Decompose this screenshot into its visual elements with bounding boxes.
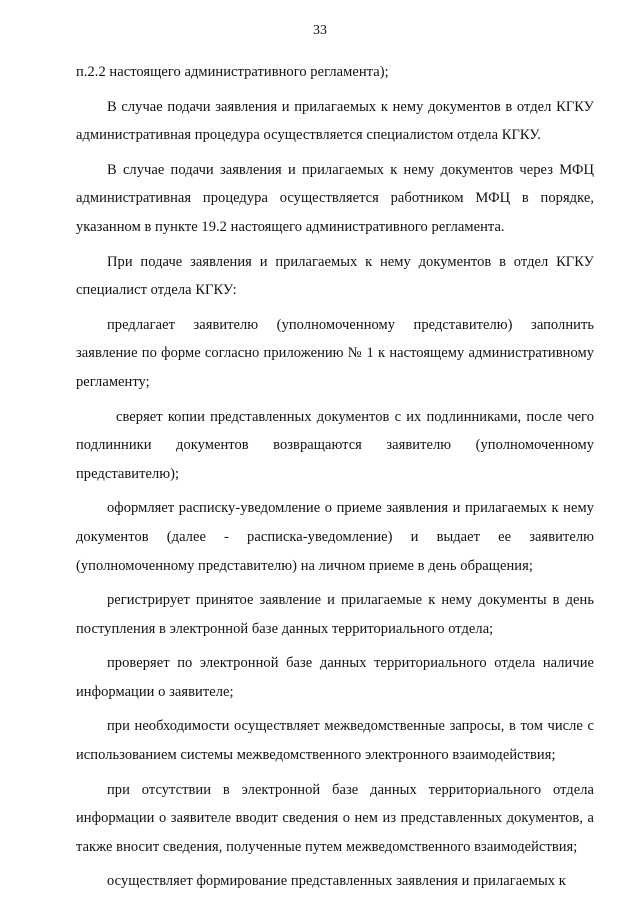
paragraph-form-documents: осуществляет формирование представленных заявления и прилагаемых к [107, 873, 566, 890]
paragraph-interagency-requests: при необходимости осуществляет межведомственные запросы, в том числе с использованием системы межведомственного электронного взаимодействия; [76, 718, 594, 764]
paragraph-kgku-submission: В случае подачи заявления и прилагаемых к нему документов в отдел КГКУ административная процедура осуществляется специалистом отдела КГКУ. [76, 98, 594, 144]
paragraph-register-application: регистрирует принятое заявление и прилагаемые к нему документы в день поступления в электронной базе данных территориального отдела; [76, 592, 594, 637]
paragraph-verify-copies: сверяет копии представленных документов с их подлинниками, после чего подлинники документов возвращаются заявителю (уполномоченному представителю); [76, 408, 594, 482]
paragraph-continuation: п.2.2 настоящего административного регламента); [76, 64, 389, 80]
paragraph-check-database: проверяет по электронной базе данных территориального отдела наличие информации о заявителе; [76, 655, 594, 700]
paragraph-enter-applicant-info: при отсутствии в электронной базе данных территориального отдела информации о заявителе вводит сведения о нем из представленных документов, а также вносит сведения, полученные путем межведомственного взаимодействия; [76, 781, 594, 855]
paragraph-specialist-duties-intro: При подаче заявления и прилагаемых к нему документов в отдел КГКУ специалист отдела КГКУ: [76, 253, 594, 299]
page-number: 33 [313, 23, 327, 38]
paragraph-offer-application: предлагает заявителю (уполномоченному представителю) заполнить заявление по форме согласно приложению № 1 к настоящему административному регламенту; [76, 316, 594, 390]
paragraph-mfc-submission: В случае подачи заявления и прилагаемых к нему документов через МФЦ административная процедура осуществляется работником МФЦ в порядке, указанном в пункте 19.2 настоящего административного регламента. [76, 161, 594, 235]
document-body [76, 58, 594, 902]
paragraph-receipt-notification: оформляет расписку-уведомление о приеме заявления и прилагаемых к нему документов (далее - расписка-уведомление) и выдает ее заявителю (уполномоченному представителю) на личном приеме в день обращения; [76, 500, 594, 574]
